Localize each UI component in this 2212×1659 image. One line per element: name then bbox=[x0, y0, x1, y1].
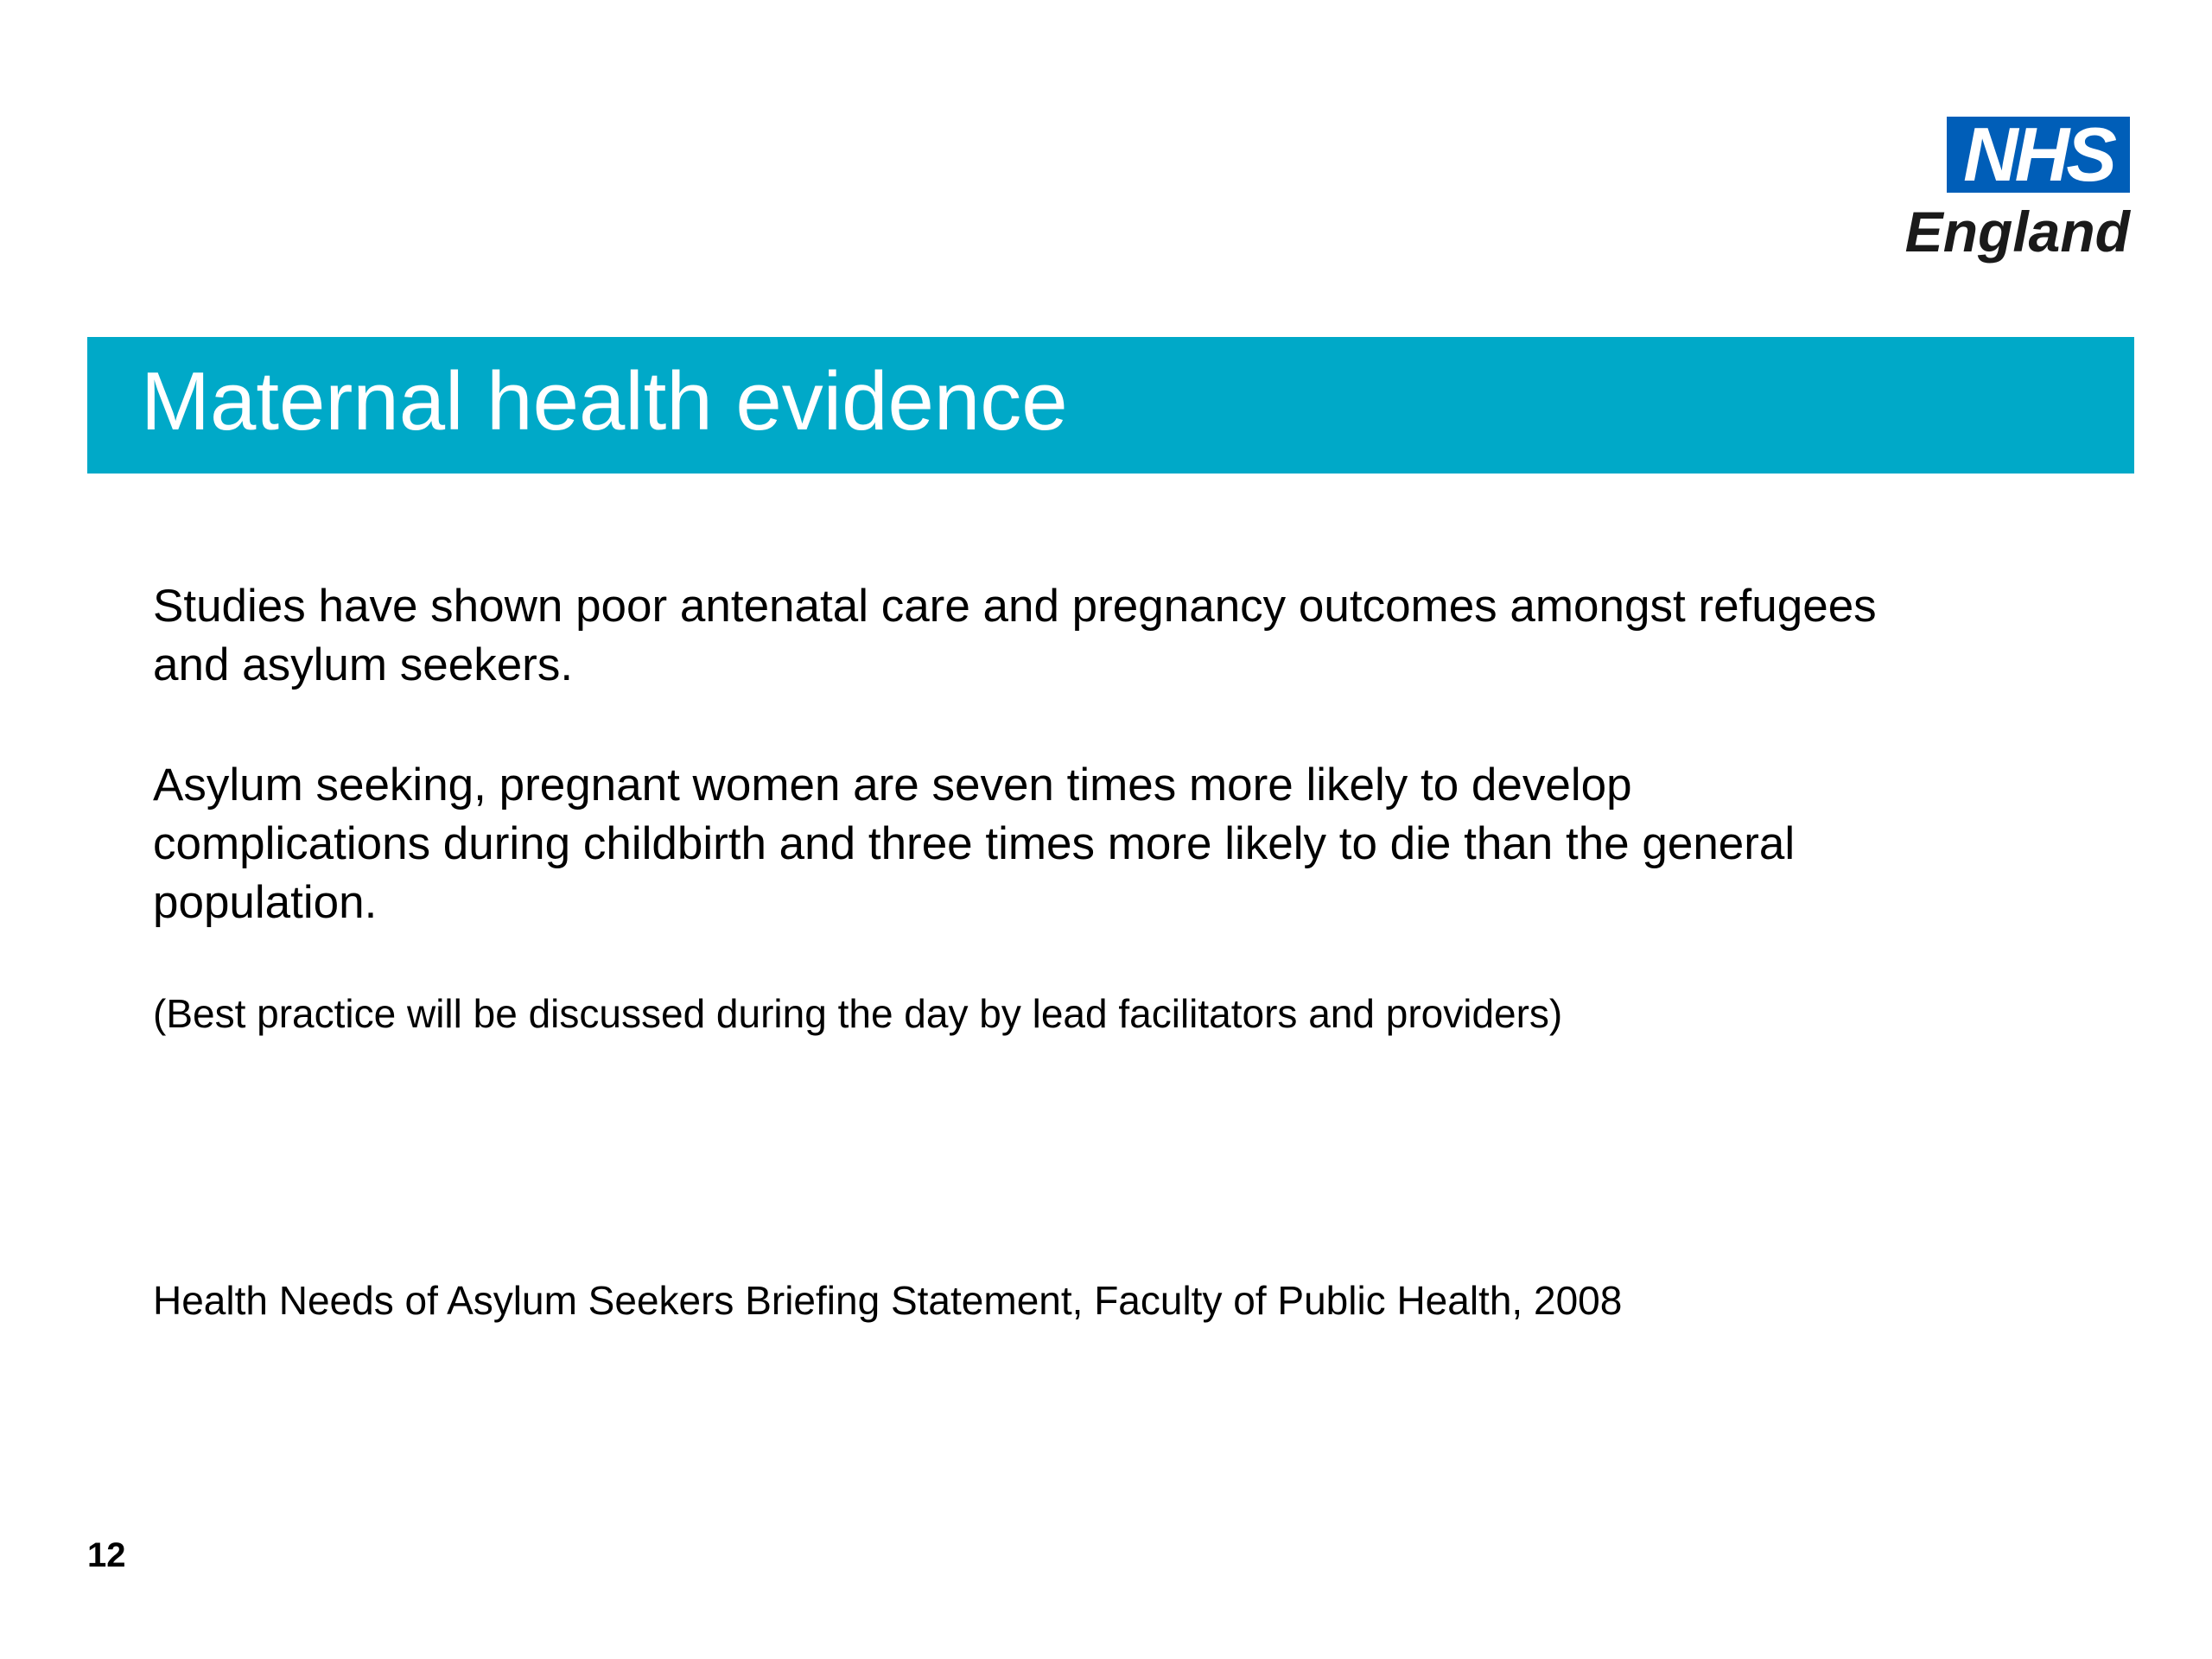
source-citation: Health Needs of Asylum Seekers Briefing Statement, Faculty of Public Health, 2008 bbox=[153, 1278, 1623, 1323]
title-bar bbox=[87, 337, 2134, 474]
body-paragraph-1: Studies have shown poor antenatal care and pregnancy outcomes amongst refugees and asylum seekers. bbox=[153, 581, 1877, 690]
logo-region-label: England bbox=[1904, 200, 2130, 264]
slide-title: Maternal health evidence bbox=[141, 355, 1068, 448]
nhs-logo-box: NHS bbox=[1947, 117, 2130, 193]
body-paragraph-2: Asylum seeking, pregnant women are seven times more likely to develop complications during childbirth and three times more likely to die than the general population. bbox=[153, 760, 1796, 928]
nhs-england-logo bbox=[1884, 112, 2143, 268]
page-number: 12 bbox=[87, 1536, 126, 1574]
best-practice-note: (Best practice will be discussed during the day by lead facilitators and providers) bbox=[153, 991, 1563, 1036]
slide-body bbox=[153, 577, 1881, 932]
